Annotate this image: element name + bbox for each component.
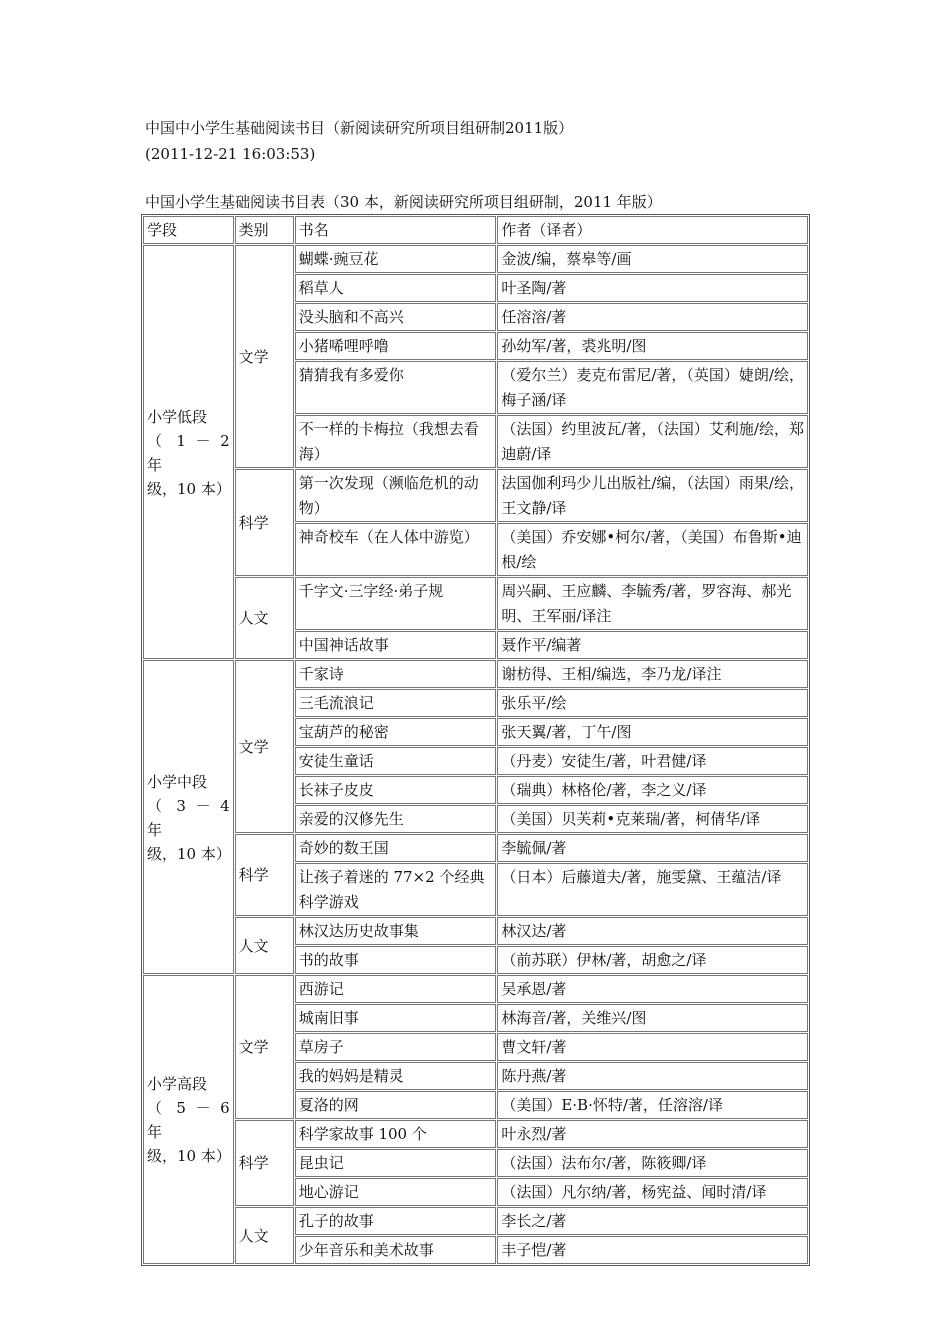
book-title: 没头脑和不高兴 — [295, 303, 497, 331]
category-cell-science: 科学 — [235, 1120, 294, 1206]
stage-cell-low — [143, 245, 234, 659]
book-title: 奇妙的数王国 — [295, 834, 497, 862]
table-row — [143, 834, 808, 862]
book-author: 任溶溶/著 — [497, 303, 808, 331]
book-author: （丹麦）安徒生/著，叶君健/译 — [497, 747, 808, 775]
document-date: (2011-12-21 16:03:53) — [145, 145, 316, 163]
category-cell-literature: 文学 — [235, 660, 294, 833]
header-stage: 学段 — [143, 216, 234, 244]
stage-book-count: 级，10 本） — [147, 1147, 231, 1165]
category-cell-literature: 文学 — [235, 245, 294, 468]
table-row — [143, 660, 808, 688]
book-author: 法国伽利玛少儿出版社/编，（法国）雨果/绘，王文静/译 — [497, 469, 808, 522]
book-author: （前苏联）伊林/著，胡愈之/译 — [497, 946, 808, 974]
book-author: 叶永烈/著 — [497, 1120, 808, 1148]
book-author: 孙幼军/著，裘兆明/图 — [497, 332, 808, 360]
book-title: 千字文·三字经·弟子规 — [295, 577, 497, 630]
book-title: 城南旧事 — [295, 1004, 497, 1032]
stage-book-count: 级，10 本） — [147, 479, 231, 498]
category-cell-humanities: 人文 — [235, 917, 294, 974]
book-author: 吴承恩/著 — [497, 975, 808, 1003]
book-author: 曹文轩/著 — [497, 1033, 808, 1061]
book-author: （法国）凡尔纳/著，杨宪益、闻时清/译 — [497, 1178, 808, 1206]
book-author: （美国）乔安娜•柯尔/著，（美国）布鲁斯•迪根/绘 — [497, 523, 808, 576]
category-cell-science: 科学 — [235, 834, 294, 916]
book-author: 叶圣陶/著 — [497, 274, 808, 302]
header-book-title: 书名 — [295, 216, 497, 244]
book-title: 千家诗 — [295, 660, 497, 688]
book-title: 长袜子皮皮 — [295, 776, 497, 804]
table-row — [143, 1120, 808, 1148]
book-author: 李毓佩/著 — [497, 834, 808, 862]
table-row — [143, 975, 808, 1003]
table-row — [143, 245, 808, 273]
book-author: 聂作平/编著 — [497, 631, 808, 659]
book-title: 让孩子着迷的 77×2 个经典科学游戏 — [295, 863, 497, 916]
book-author: （法国）法布尔/著，陈筱卿/译 — [497, 1149, 808, 1177]
book-author: 李长之/著 — [497, 1207, 808, 1235]
category-cell-literature: 文学 — [235, 975, 294, 1119]
book-author: 丰子恺/著 — [497, 1236, 808, 1264]
book-title: 地心游记 — [295, 1178, 497, 1206]
book-title: 小猪唏哩呼噜 — [295, 332, 497, 360]
header-category: 类别 — [235, 216, 294, 244]
book-author: 张天翼/著，丁午/图 — [497, 718, 808, 746]
book-title: 夏洛的网 — [295, 1091, 497, 1119]
table-caption: 中国小学生基础阅读书目表（30 本，新阅读研究所项目组研制，2011 年版） — [145, 193, 662, 211]
book-title: 安徒生童话 — [295, 747, 497, 775]
stage-grade-range: （ 1 － 2 年 — [147, 431, 230, 474]
book-title: 亲爱的汉修先生 — [295, 805, 497, 833]
table-row — [143, 577, 808, 630]
book-title: 孔子的故事 — [295, 1207, 497, 1235]
book-title: 林汉达历史故事集 — [295, 917, 497, 945]
book-author: 林海音/著，关维兴/图 — [497, 1004, 808, 1032]
book-title: 书的故事 — [295, 946, 497, 974]
book-title: 不一样的卡梅拉（我想去看海） — [295, 415, 497, 468]
book-author: （瑞典）林格伦/著，李之义/译 — [497, 776, 808, 804]
book-author: 林汉达/著 — [497, 917, 808, 945]
book-title: 科学家故事 100 个 — [295, 1120, 497, 1148]
book-author: （法国）约里波瓦/著，（法国）艾利施/绘，郑迪蔚/译 — [497, 415, 808, 468]
stage-cell-middle — [143, 660, 234, 974]
book-title: 神奇校车（在人体中游览） — [295, 523, 497, 576]
book-title: 稻草人 — [295, 274, 497, 302]
book-author: （美国）贝芙莉•克莱瑞/著，柯倩华/译 — [497, 805, 808, 833]
stage-grade-range: （ 5 － 6 年 — [147, 1099, 230, 1141]
stage-name: 小学中段 — [147, 772, 208, 791]
book-author: （日本）后藤道夫/著，施雯黛、王蕴洁/译 — [497, 863, 808, 916]
book-author: 周兴嗣、王应麟、李毓秀/著，罗容海、郝光明、王军丽/译注 — [497, 577, 808, 630]
book-title: 蝴蝶·豌豆花 — [295, 245, 497, 273]
table-row — [143, 917, 808, 945]
book-title: 草房子 — [295, 1033, 497, 1061]
document-title: 中国中小学生基础阅读书目（新阅读研究所项目组研制2011版） — [145, 119, 574, 137]
book-title: 第一次发现（濒临危机的动物） — [295, 469, 497, 522]
table-row — [143, 1207, 808, 1235]
book-author: （美国）E·B·怀特/著，任溶溶/译 — [497, 1091, 808, 1119]
book-title: 三毛流浪记 — [295, 689, 497, 717]
book-title: 我的妈妈是精灵 — [295, 1062, 497, 1090]
book-title: 少年音乐和美术故事 — [295, 1236, 497, 1264]
table-header-row — [143, 216, 808, 244]
table-row — [143, 469, 808, 522]
stage-name: 小学高段 — [147, 1075, 208, 1093]
book-author: （爱尔兰）麦克布雷尼/著，（英国）婕朗/绘，梅子涵/译 — [497, 361, 808, 414]
category-cell-humanities: 人文 — [235, 1207, 294, 1264]
reading-list-table — [141, 214, 810, 1266]
stage-name: 小学低段 — [147, 407, 208, 426]
category-cell-science: 科学 — [235, 469, 294, 576]
book-title: 西游记 — [295, 975, 497, 1003]
book-title: 猜猜我有多爱你 — [295, 361, 497, 414]
stage-book-count: 级，10 本） — [147, 844, 231, 863]
book-author: 陈丹燕/著 — [497, 1062, 808, 1090]
book-author: 张乐平/绘 — [497, 689, 808, 717]
header-author: 作者（译者） — [497, 216, 808, 244]
stage-cell-high — [143, 975, 234, 1264]
book-author: 金波/编，蔡皋等/画 — [497, 245, 808, 273]
book-title: 昆虫记 — [295, 1149, 497, 1177]
book-author: 谢枋得、王相/编选，李乃龙/译注 — [497, 660, 808, 688]
category-cell-humanities: 人文 — [235, 577, 294, 659]
book-title: 中国神话故事 — [295, 631, 497, 659]
book-title: 宝葫芦的秘密 — [295, 718, 497, 746]
stage-grade-range: （ 3 － 4 年 — [147, 796, 230, 839]
